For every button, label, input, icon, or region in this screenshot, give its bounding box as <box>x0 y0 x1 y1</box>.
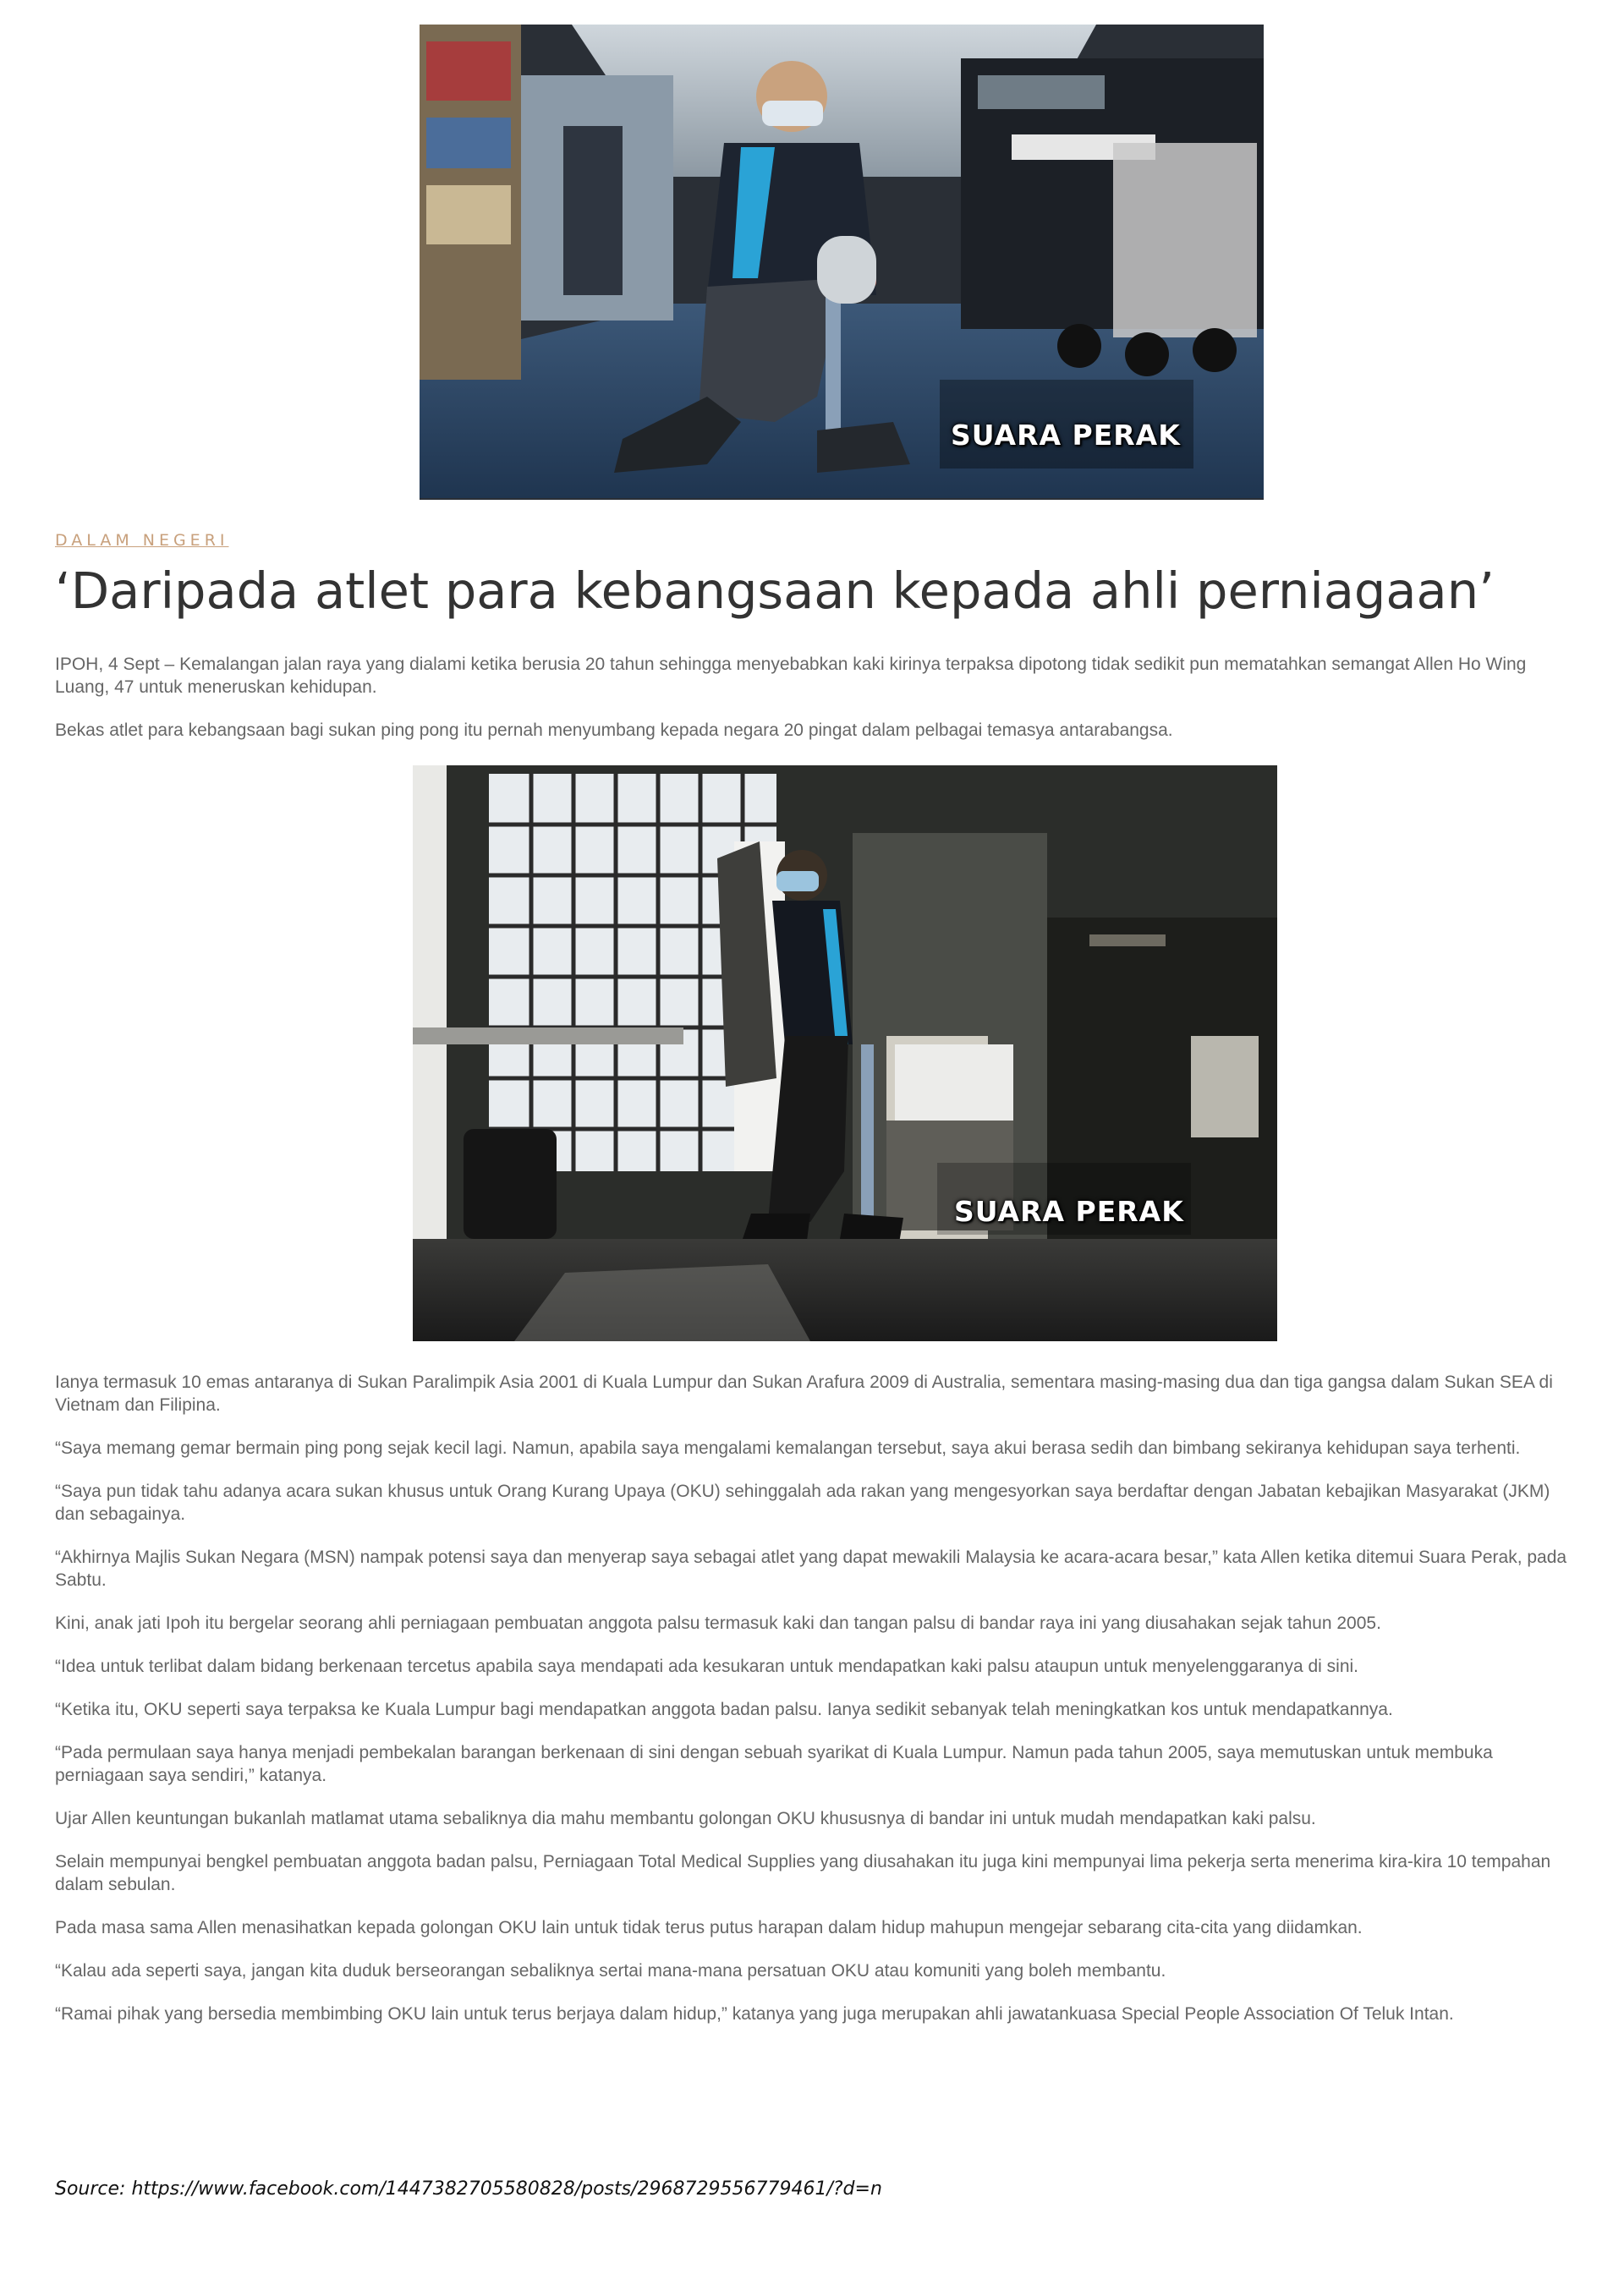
article-category-link[interactable]: DALAM NEGERI <box>55 531 229 550</box>
article-paragraph: “Ramai pihak yang bersedia membimbing OKU lain untuk terus berjaya dalam hidup,” katanya yang juga merupakan ahli jawatankuasa Special People Association Of Teluk Intan. <box>55 2004 1454 2024</box>
article-headline: ‘Daripada atlet para kebangsaan kepada ahli perniagaan’ <box>55 562 1495 620</box>
article-photo-top <box>420 25 1264 500</box>
article-paragraph: “Akhirnya Majlis Sukan Negara (MSN) nampak potensi saya dan menyerap saya sebagai atlet yang dapat mewakili Malaysia ke acara-acara besar,” kata Allen ketika ditemui Suara Perak, pada Sabtu. <box>55 1548 1567 1590</box>
article-paragraph: Ujar Allen keuntungan bukanlah matlamat utama sebaliknya dia mahu membantu golongan OKU khususnya di bandar ini untuk mudah mendapatkan kaki palsu. <box>55 1809 1316 1828</box>
article-body <box>55 1371 1573 2046</box>
photo-watermark: SUARA PERAK <box>954 1195 1184 1228</box>
article-paragraph: IPOH, 4 Sept – Kemalangan jalan raya yang dialami ketika berusia 20 tahun sehingga menyebabkan kaki kirinya terpaksa dipotong tidak sedikit pun mematahkan semangat Allen Ho Wing Luang, 47 untuk meneruskan kehidupan. <box>55 655 1527 697</box>
article-paragraph: “Idea untuk terlibat dalam bidang berkenaan tercetus apabila saya mendapati ada kesukaran untuk mendapatkan kaki palsu ataupun untuk menyelenggaranya di sini. <box>55 1657 1359 1676</box>
article-paragraph: “Pada permulaan saya hanya menjadi pembekalan barangan berkenaan di sini dengan sebuah syarikat di Kuala Lumpur. Namun pada tahun 2005, saya memutuskan untuk membuka perniagaan saya sendiri,” katanya. <box>55 1743 1493 1785</box>
article-paragraph: “Saya pun tidak tahu adanya acara sukan khusus untuk Orang Kurang Upaya (OKU) sehinggalah ada rakan yang mengesyorkan saya berdaftar dengan Jabatan kebajikan Masyarakat (JKM) dan sebagainya. <box>55 1482 1550 1524</box>
article-intro <box>55 653 1573 762</box>
article-paragraph: Bekas atlet para kebangsaan bagi sukan ping pong itu pernah menyumbang kepada negara 20 pingat dalam pelbagai temasya antarabangsa. <box>55 721 1173 740</box>
article-paragraph: Pada masa sama Allen menasihatkan kepada golongan OKU lain untuk tidak terus putus harapan dalam hidup mahupun mengejar sebarang cita-cita yang diidamkan. <box>55 1918 1363 1937</box>
article-paragraph: “Saya memang gemar bermain ping pong sejak kecil lagi. Namun, apabila saya mengalami kemalangan tersebut, saya akui berasa sedih dan bimbang sekiranya kehidupan saya terhenti. <box>55 1438 1521 1458</box>
article-paragraph: Ianya termasuk 10 emas antaranya di Sukan Paralimpik Asia 2001 di Kuala Lumpur dan Sukan Arafura 2009 di Australia, sementara masing-masing dua dan tiga gangsa dalam Sukan SEA di Vietnam dan Filipina. <box>55 1373 1553 1415</box>
photo-watermark: SUARA PERAK <box>951 419 1181 452</box>
article-paragraph: “Kalau ada seperti saya, jangan kita duduk berseorangan sebaliknya sertai mana-mana persatuan OKU atau komuniti yang boleh membantu. <box>55 1961 1166 1981</box>
article-paragraph: Selain mempunyai bengkel pembuatan anggota badan palsu, Perniagaan Total Medical Supplies yang diusahakan itu juga kini mempunyai lima pekerja serta menerima kira-kira 10 tempahan dalam sebulan. <box>55 1852 1551 1894</box>
photo-man-walking-prosthetic-leg <box>413 765 1277 1341</box>
article-paragraph: “Ketika itu, OKU seperti saya terpaksa ke Kuala Lumpur bagi mendapatkan anggota badan palsu. Ianya sedikit sebanyak telah meningkatkan kos untuk mendapatkannya. <box>55 1700 1393 1719</box>
article-paragraph: Kini, anak jati Ipoh itu bergelar seorang ahli perniagaan pembuatan anggota palsu termasuk kaki dan tangan palsu di bandar raya ini yang diusahakan sejak tahun 2005. <box>55 1614 1381 1633</box>
article-photo-middle <box>413 765 1277 1341</box>
article-source: Source: https://www.facebook.com/1447382705580828/posts/2968729556779461/?d=n <box>55 2178 882 2200</box>
